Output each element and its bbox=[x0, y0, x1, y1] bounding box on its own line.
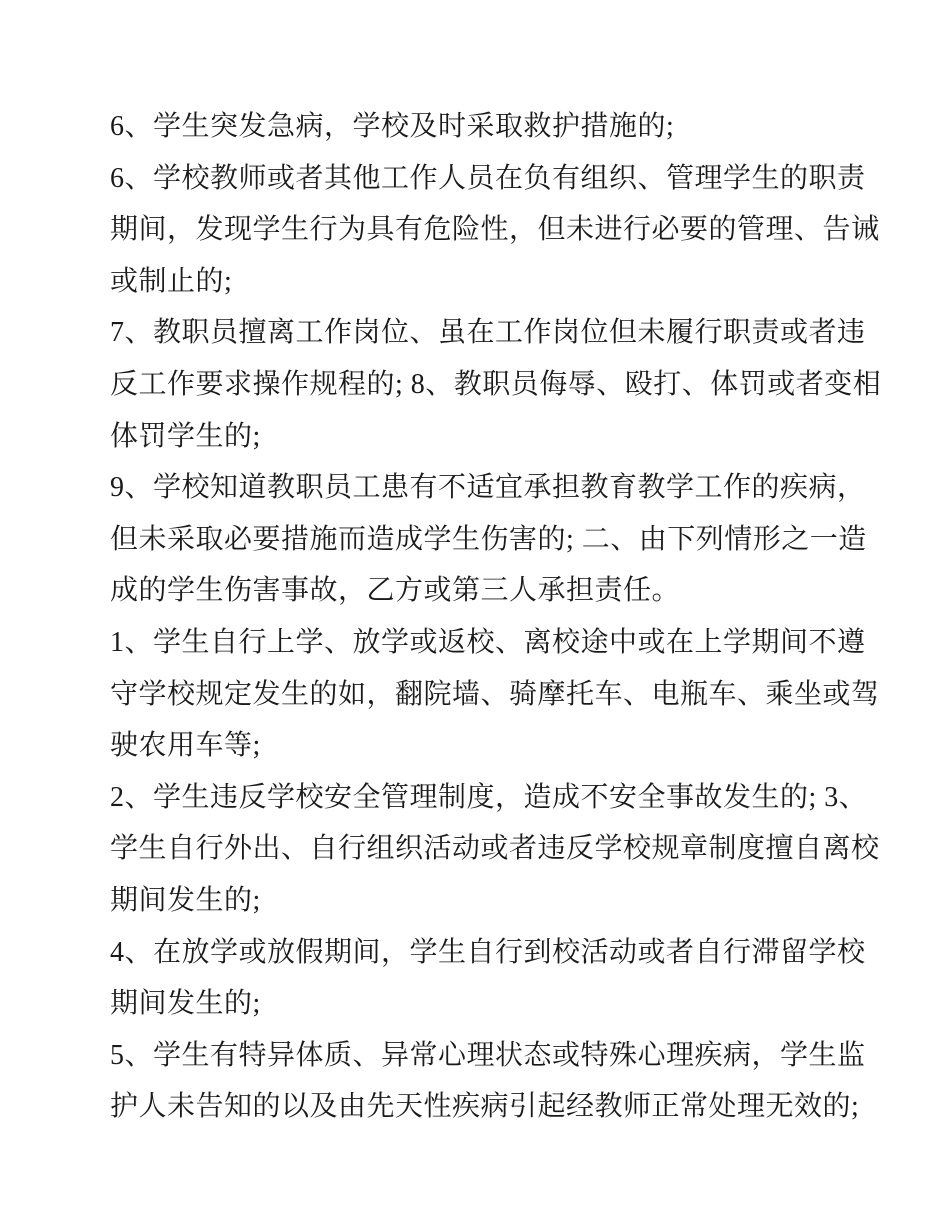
text-line: 6、学校教师或者其他工作人员在负有组织、管理学生的职责 bbox=[110, 162, 866, 194]
text-line: 6、学生突发急病，学校及时采取救护措施的; bbox=[110, 111, 675, 142]
text-line: 但未采取必要措施而造成学生伤害的; 二、由下列情形之一造 bbox=[110, 523, 867, 555]
text-line: 5、学生有特异体质、异常心理状态或特殊心理疾病，学生监 bbox=[110, 1039, 866, 1071]
text-line: 2、学生违反学校安全管理制度，造成不安全事故发生的; 3、 bbox=[110, 781, 868, 813]
text-line: 期间，发现学生行为具有危险性，但未进行必要的管理、告诫 bbox=[110, 214, 880, 246]
text-line: 9、学校知道教职员工患有不适宜承担教育教学工作的疾病， bbox=[110, 472, 866, 504]
text-line: 护人未告知的以及由先天性疾病引起经教师正常处理无效的; bbox=[110, 1091, 860, 1123]
text-line: 期间发生的; bbox=[110, 988, 261, 1020]
document-text-block bbox=[110, 101, 882, 1133]
text-line: 期间发生的; bbox=[110, 884, 261, 916]
text-line: 反工作要求操作规程的; 8、教职员侮辱、殴打、体罚或者变相 bbox=[110, 368, 882, 400]
text-line: 或制止的; bbox=[110, 265, 233, 297]
text-line: 成的学生伤害事故，乙方或第三人承担责任。 bbox=[110, 575, 681, 607]
text-line: 4、在放学或放假期间，学生自行到校活动或者自行滞留学校 bbox=[110, 936, 866, 968]
text-line: 体罚学生的; bbox=[110, 420, 261, 452]
text-line: 7、教职员擅离工作岗位、虽在工作岗位但未履行职责或者违 bbox=[110, 317, 866, 349]
text-line: 1、学生自行上学、放学或返校、离校途中或在上学期间不遵 bbox=[110, 626, 866, 658]
text-line: 守学校规定发生的如，翻院墙、骑摩托车、电瓶车、乘坐或驾 bbox=[110, 678, 880, 710]
text-line: 驶农用车等; bbox=[110, 730, 261, 762]
text-line: 学生自行外出、自行组织活动或者违反学校规章制度擅自离校 bbox=[110, 833, 880, 865]
